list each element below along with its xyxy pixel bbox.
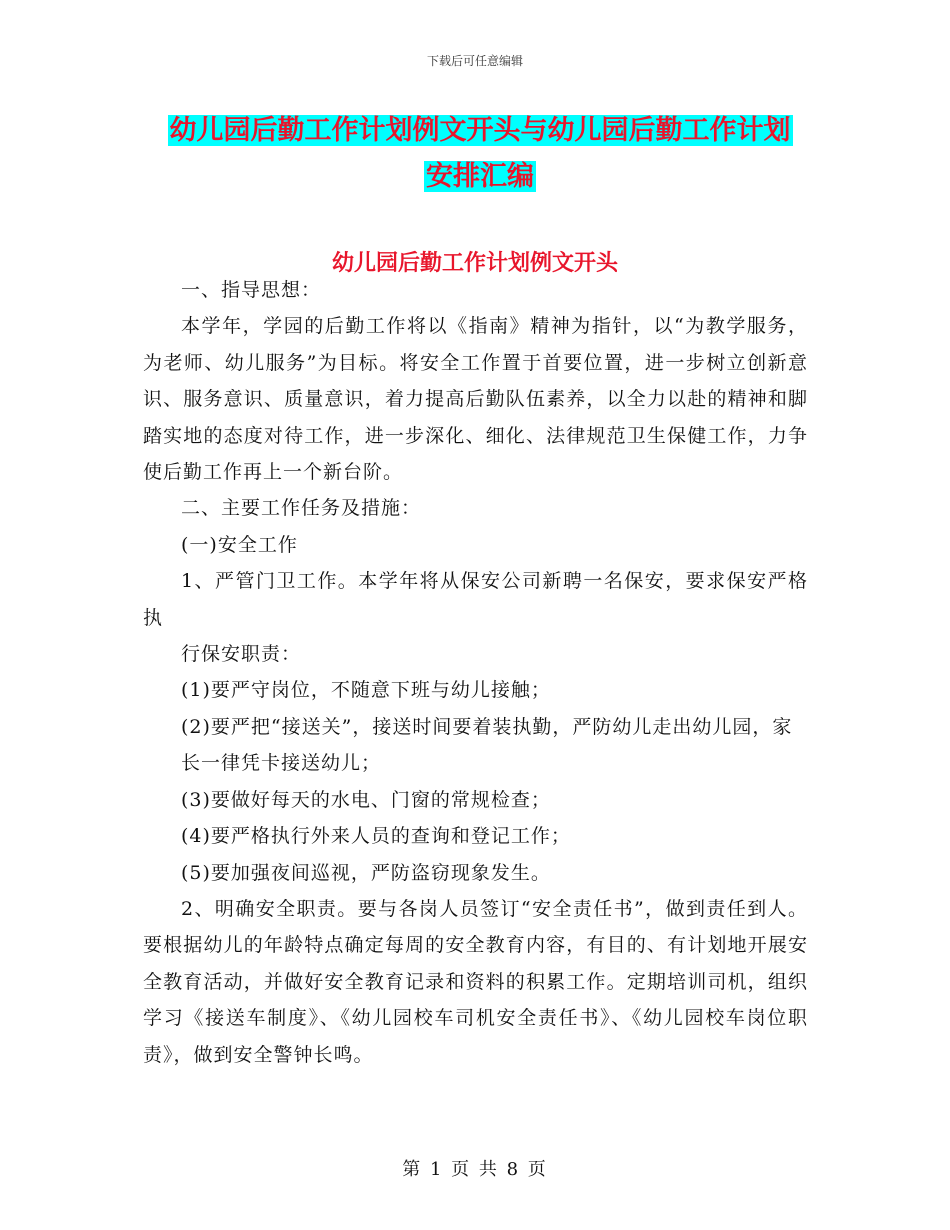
paragraph: (5)要加强夜间巡视，严防盗窃现象发生。 — [181, 861, 551, 884]
header-note: 下载后可任意编辑 — [426, 54, 523, 68]
paragraph: (1)要严守岗位，不随意下班与幼儿接触； — [181, 679, 551, 702]
body-text — [143, 272, 808, 1073]
document-title-line2: 安排汇编 — [426, 161, 534, 192]
page-footer: 第 1 页 共 8 页 — [402, 1159, 548, 1180]
paragraph: 二、主要工作任务及措施： — [181, 497, 422, 520]
paragraph: 本学年，学园的后勤工作将以《指南》精神为指针，以“为教学服务，为老师、幼儿服务”为目标。将安全工作置于首要位置，进一步树立创新意识、服务意识、质量意识，着力提高后勤队伍素养，以全力以赴的精神和脚踏实地的态度对待工作，进一步深化、细化、法律规范卫生保健工作，力争使后勤工作再上一个新台阶。 — [143, 315, 808, 484]
paragraph: 2、明确安全职责。要与各岗人员签订“安全责任书”，做到责任到人。要根据幼儿的年龄特点确定每周的安全教育内容，有目的、有计划地开展安全教育活动，并做好安全教育记录和资料的积累工作。定期培训司机，组织学习《接送车制度》、《幼儿园校车司机安全责任书》、《幼儿园校车岗位职责》，做到安全警钟长鸣。 — [143, 897, 808, 1066]
paragraph: (3)要做好每天的水电、门窗的常规检查； — [181, 788, 551, 811]
paragraph: 长一律凭卡接送幼儿； — [181, 752, 382, 775]
document-title-line1: 幼儿园后勤工作计划例文开头与幼儿园后勤工作计划 — [169, 115, 791, 146]
document-title — [140, 108, 820, 200]
paragraph: (2)要严把“接送关”，接送时间要着装执勤，严防幼儿走出幼儿园，家 — [181, 715, 793, 738]
paragraph: (4)要严格执行外来人员的查询和登记工作； — [181, 825, 571, 848]
paragraph: 一、指导思想： — [181, 279, 322, 301]
paragraph: 1、严管门卫工作。本学年将从保安公司新聘一名保安，要求保安严格执 — [143, 570, 808, 629]
section-title: 幼儿园后勤工作计划例文开头 — [331, 251, 618, 276]
paragraph: 行保安职责： — [181, 643, 302, 666]
paragraph: (一)安全工作 — [181, 533, 298, 556]
